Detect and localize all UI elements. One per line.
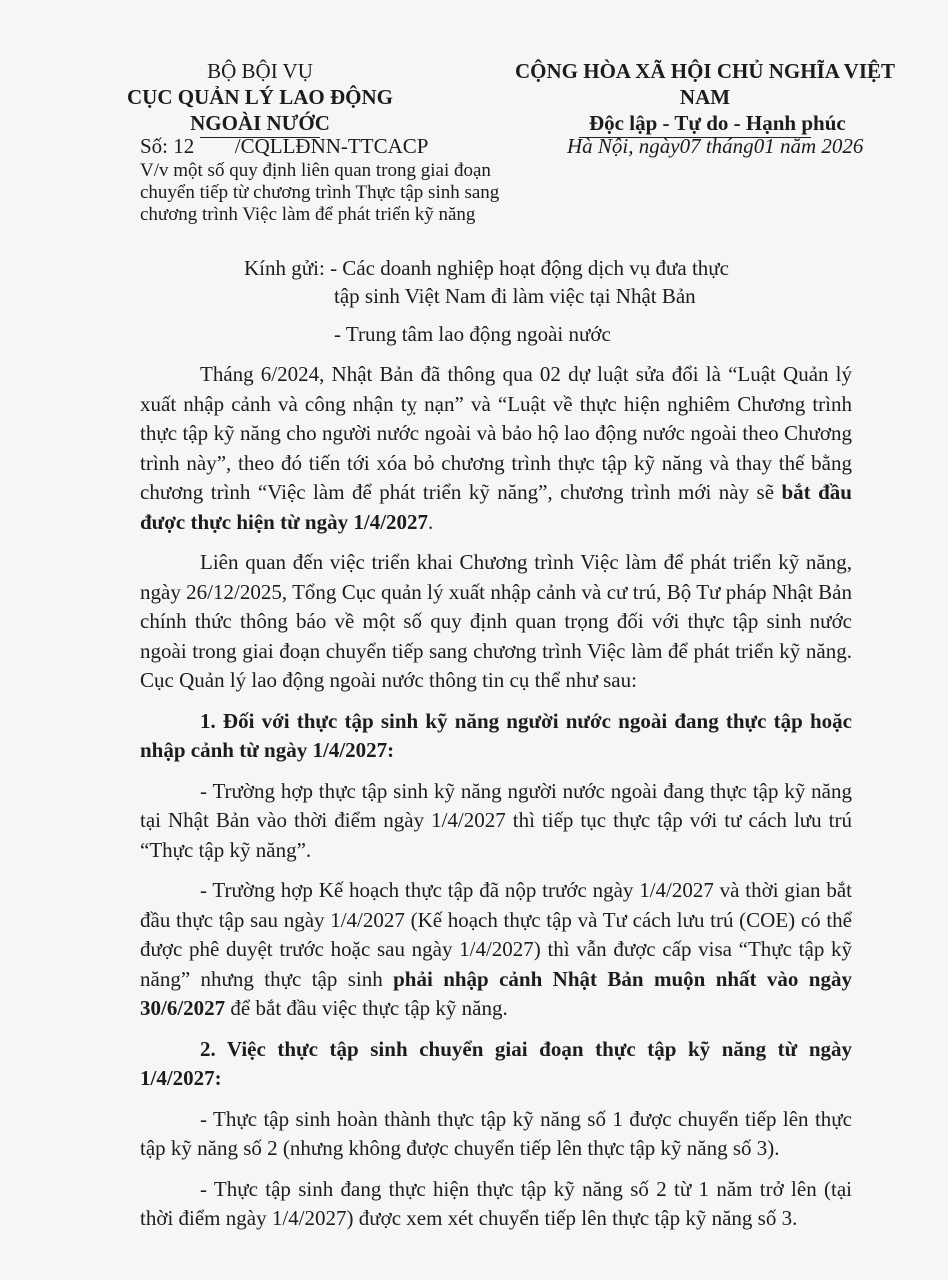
paragraph-6: - Thực tập sinh đang thực hiện thực tập kỹ năng số 2 từ 1 năm trở lên (tại thời điểm ngày 1/4/2027) được xem xét chuyển tiếp lên thực tập kỹ năng số 3. <box>140 1176 852 1230</box>
number-code: /CQLLĐNN-TTCACP <box>234 134 429 158</box>
number-value: 12 <box>173 134 195 158</box>
number-prefix: Số: <box>140 134 169 158</box>
document-body <box>140 360 852 1245</box>
section-heading-1: 1. Đối với thực tập sinh kỹ năng người nước ngoài đang thực tập hoặc nhập cảnh từ ngày 1/4/2027: <box>140 708 852 762</box>
date-place: Hà Nội, <box>567 134 634 158</box>
date-day-label: ngày <box>638 134 680 158</box>
date-day: 07 <box>679 134 701 158</box>
date-line <box>567 134 863 159</box>
paragraph-2: Liên quan đến việc triển khai Chương trình Việc làm để phát triển kỹ năng, ngày 26/12/2025, Tổng Cục quản lý xuất nhập cảnh và cư trú, Bộ Tư pháp Nhật Bản chính thức thông báo về một số quy định quan trọng đối với thực tập sinh nước ngoài trong giai đoạn chuyển tiếp sang chương trình Việc làm để phát triển kỹ năng. Cục Quản lý lao động ngoài nước thông tin cụ thể như sau: <box>140 550 852 692</box>
recipient-1-line1: - Các doanh nghiệp hoạt động dịch vụ đưa thực <box>330 256 729 280</box>
document-number <box>140 134 428 159</box>
paragraph-4: - Trường hợp Kế hoạch thực tập đã nộp trước ngày 1/4/2027 và thời gian bắt đầu thực tập sau ngày 1/4/2027 (Kế hoạch thực tập và Tư cách lưu trú (COE) có thể được phê duyệt trước hoặc sau ngày 1/4/2027) thì vẫn được cấp visa “Thực tập kỹ năng” nhưng thực tập sinh phải nhập cảnh Nhật Bản muộn nhất vào ngày 30/6/2027 để bắt đầu việc thực tập kỹ năng. <box>140 878 852 1020</box>
national-motto: Độc lập - Tự do - Hạnh phúc <box>589 111 846 135</box>
recipients <box>244 254 729 348</box>
department-name-line1: CỤC QUẢN LÝ LAO ĐỘNG <box>126 85 393 109</box>
recipient-1-line2: tập sinh Việt Nam đi làm việc tại Nhật Bản <box>334 284 696 308</box>
country-name: CỘNG HÒA XÃ HỘI CHỦ NGHĨA VIỆT NAM <box>515 59 895 109</box>
national-header <box>495 58 915 138</box>
paragraph-1: Tháng 6/2024, Nhật Bản đã thông qua 02 dự luật sửa đổi là “Luật Quản lý xuất nhập cảnh và công nhận tỵ nạn” và “Luật về thực hiện nghiêm Chương trình thực tập kỹ năng cho người nước ngoài và bảo hộ lao động nước ngoài theo Chương trình này”, theo đó tiến tới xóa bỏ chương trình thực tập kỹ năng và thay thế bằng chương trình “Việc làm để phát triển kỹ năng”, chương trình mới này sẽ bắt đầu được thực hiện từ ngày 1/4/2027. <box>140 362 852 534</box>
date-month-label: tháng <box>705 134 754 158</box>
paragraph-5: - Thực tập sinh hoàn thành thực tập kỹ năng số 1 được chuyển tiếp lên thực tập kỹ năng số 2 (nhưng không được chuyển tiếp lên thực tập kỹ năng số 3). <box>140 1106 852 1160</box>
section-heading-2: 2. Việc thực tập sinh chuyển giai đoạn thực tập kỹ năng từ ngày 1/4/2027: <box>140 1036 852 1090</box>
date-month: 01 <box>753 134 775 158</box>
paragraph-3: - Trường hợp thực tập sinh kỹ năng người nước ngoài đang thực tập kỹ năng tại Nhật Bản vào thời điểm ngày 1/4/2027 thì tiếp tục thực tập với tư cách lưu trú “Thực tập kỹ năng”. <box>140 778 852 862</box>
issuer-header <box>100 58 420 138</box>
recipients-label: Kính gửi: <box>244 256 325 280</box>
date-year-label: năm <box>779 134 817 158</box>
department-name-line2: NGOÀI NƯỚC <box>190 111 330 135</box>
date-year: 2026 <box>821 134 864 158</box>
recipient-2: - Trung tâm lao động ngoài nước <box>334 322 611 346</box>
subject-line: V/v một số quy định liên quan trong giai đoạn chuyển tiếp từ chương trình Thực tập sinh sang chương trình Việc làm để phát triển kỹ năng <box>140 160 500 225</box>
ministry-name: BỘ BỘI VỤ <box>207 59 313 83</box>
